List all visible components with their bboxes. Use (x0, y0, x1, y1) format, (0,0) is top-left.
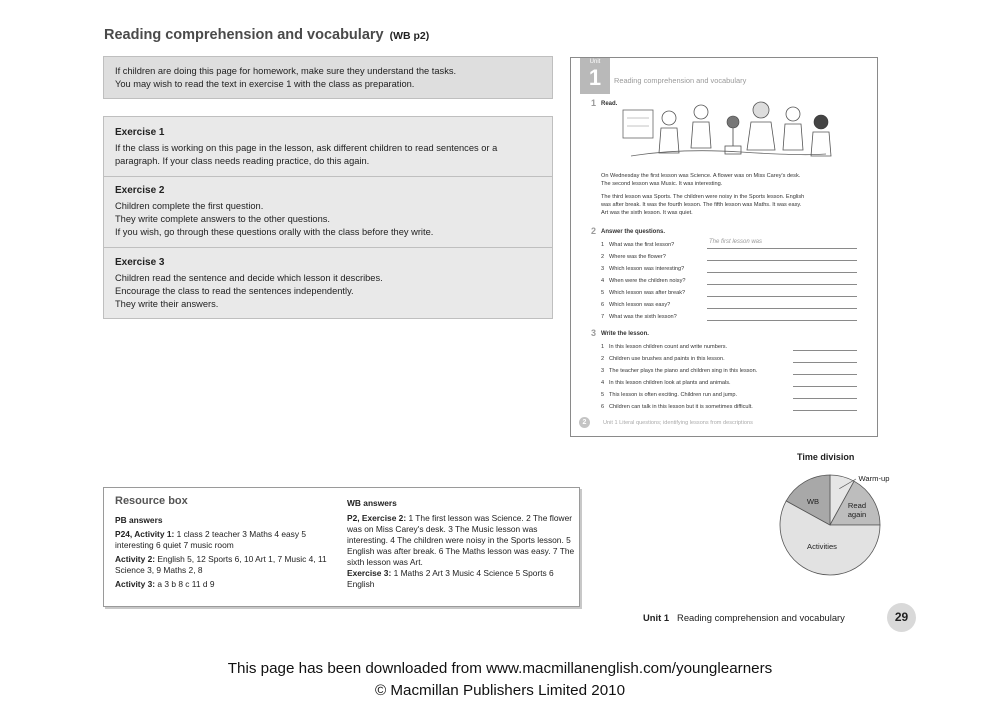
exercises-box (103, 116, 553, 319)
answer-entry: Activity 3: a 3 b 8 c 11 d 9 (115, 579, 215, 589)
question-text: What was the first lesson? (609, 242, 675, 248)
pie-label: Warm-up (858, 474, 890, 483)
item-text: Children use brushes and paints in this lesson. (609, 356, 725, 362)
exercise-line: paragraph. If your class needs reading practice, do this again. (115, 156, 370, 166)
exercise-line: If you wish, go through these questions orally with the class before they write. (115, 227, 434, 237)
answer-line (793, 374, 857, 375)
classroom-illustration (621, 98, 836, 168)
question-number: 5 (601, 290, 605, 296)
workbook-page-thumbnail (570, 57, 878, 437)
answer-line (707, 272, 857, 273)
divider (104, 247, 552, 248)
note-line: If children are doing this page for homework, make sure they understand the tasks. (115, 66, 457, 76)
pie-label: WB (806, 497, 820, 506)
item-number: 5 (601, 392, 605, 398)
exercise-line: Children read the sentence and decide which lesson it describes. (115, 273, 383, 283)
question-number: 7 (601, 314, 605, 320)
question-number: 1 (601, 242, 605, 248)
question-text: Which lesson was after break? (609, 290, 686, 296)
item-number: 2 (601, 356, 605, 362)
exercise-2 (104, 184, 552, 239)
answer-line (793, 398, 857, 399)
exercise-3 (104, 256, 552, 311)
workbook-page-number: 2 (579, 417, 590, 428)
exercise-number: 3 (591, 328, 597, 338)
unit-tab (580, 58, 610, 94)
reading-line: was after break. It was the fourth lesson. The fifth lesson was Maths. It was easy. (601, 202, 802, 208)
item-text: In this lesson children count and write numbers. (609, 344, 728, 350)
answer-line (707, 248, 857, 249)
pb-answers (115, 496, 340, 593)
question-number: 2 (601, 254, 605, 260)
pb-answers-heading: PB answers (115, 515, 163, 525)
unit-tab-label: Unit (589, 59, 601, 65)
item-text: The teacher plays the piano and children sing in this lesson. (609, 368, 758, 374)
exercise-1 (104, 126, 552, 168)
reading-line: The second lesson was Music. It was interesting. (601, 181, 723, 187)
question-text: When were the children noisy? (609, 278, 686, 284)
answer-entry: Activity 2: English 5, 12 Sports 6, 10 Art 1, 7 Music 4, 11 Science 3, 9 Maths 2, 8 (115, 554, 327, 575)
exercise-heading: Exercise 2 (115, 185, 165, 196)
reading-line: The third lesson was Sports. The children were noisy in the Sports lesson. English (601, 194, 805, 200)
item-number: 3 (601, 368, 605, 374)
page-title (104, 27, 429, 43)
exercise-line: If the class is working on this page in the lesson, ask different children to read sentences or a (115, 143, 498, 153)
page-number: 29 (887, 603, 916, 632)
answer-line (707, 320, 857, 321)
exercise-heading: Write the lesson. (601, 331, 649, 337)
question-text: What was the sixth lesson? (609, 314, 677, 320)
answer-line (707, 260, 857, 261)
item-number: 4 (601, 380, 605, 386)
resource-box-title: Resource box (115, 495, 188, 507)
exercise-heading: Exercise 3 (115, 257, 165, 268)
answer-line (793, 410, 857, 411)
question-number: 4 (601, 278, 605, 284)
page-footer (643, 612, 845, 623)
exercise-heading: Read. (601, 101, 618, 107)
exercise-number: 2 (591, 226, 597, 236)
question-text: Where was the flower? (609, 254, 666, 260)
homework-note (103, 56, 553, 99)
footer-unit: Unit 1 (643, 612, 670, 623)
item-number: 1 (601, 344, 605, 350)
answer-line (793, 350, 857, 351)
exercise-line: They write their answers. (115, 299, 219, 309)
question-number: 6 (601, 302, 605, 308)
answer-entry: Exercise 3: 1 Maths 2 Art 3 Music 4 Science 5 Sports 6 English (347, 568, 554, 589)
time-division-title: Time division (797, 452, 855, 462)
workbook-title: Reading comprehension and vocabulary (614, 76, 747, 85)
reading-line: On Wednesday the first lesson was Science. A flower was on Miss Carey's desk. (601, 173, 801, 179)
item-number: 6 (601, 404, 605, 410)
page-title-text: Reading comprehension and vocabulary (104, 27, 384, 43)
copyright-notice: © Macmillan Publishers Limited 2010 (374, 682, 626, 699)
answer-entry: P2, Exercise 2: 1 The first lesson was Science. 2 The flower was on Miss Carey's desk. 3 The Music lesson was interesting. 4 The children were noisy in the Sports lesson. 5 English was after break. 6 The Maths lesson was easy. 7 The sixth lesson was Art. (347, 513, 575, 567)
pie-label: Activities (807, 542, 837, 551)
wb-answers-heading: WB answers (347, 498, 397, 508)
exercise-heading: Exercise 1 (115, 127, 165, 138)
exercise-heading: Answer the questions. (601, 229, 666, 235)
exercise-line: Encourage the class to read the sentences independently. (115, 286, 354, 296)
time-division-pie (770, 468, 900, 583)
exercise-line: They write complete answers to the other questions. (115, 214, 330, 224)
exercise-number: 1 (591, 98, 597, 108)
item-text: This lesson is often exciting. Children run and jump. (609, 392, 738, 398)
wb-answers (347, 498, 575, 590)
note-line: You may wish to read the text in exercise 1 with the class as preparation. (115, 79, 415, 89)
answer-line (707, 296, 857, 297)
answer-entry: P24, Activity 1: 1 class 2 teacher 3 Maths 4 easy 5 interesting 6 quiet 7 music room (115, 529, 307, 550)
example-answer: The first lesson was (709, 239, 763, 245)
answer-line (707, 284, 857, 285)
pie-label: Read again (847, 501, 867, 519)
footer-section: Reading comprehension and vocabulary (677, 612, 845, 623)
workbook-footer: Unit 1 Literal questions; identifying lessons from descriptions (603, 420, 753, 426)
answer-line (707, 308, 857, 309)
item-text: Children can talk in this lesson but it is sometimes difficult. (609, 404, 753, 410)
answer-line (793, 386, 857, 387)
divider (104, 176, 552, 177)
answer-line (793, 362, 857, 363)
workbook-page-ref: (WB p2) (389, 30, 430, 42)
download-notice: This page has been downloaded from www.macmillanenglish.com/younglearners (227, 660, 773, 677)
item-text: In this lesson children look at plants and animals. (609, 380, 731, 386)
question-number: 3 (601, 266, 605, 272)
resource-box (103, 487, 580, 607)
reading-line: Art was the sixth lesson. It was quiet. (601, 210, 693, 216)
exercise-line: Children complete the first question. (115, 201, 264, 211)
unit-tab-number: 1 (588, 65, 602, 90)
question-text: Which lesson was easy? (609, 302, 671, 308)
question-text: Which lesson was interesting? (609, 266, 685, 272)
